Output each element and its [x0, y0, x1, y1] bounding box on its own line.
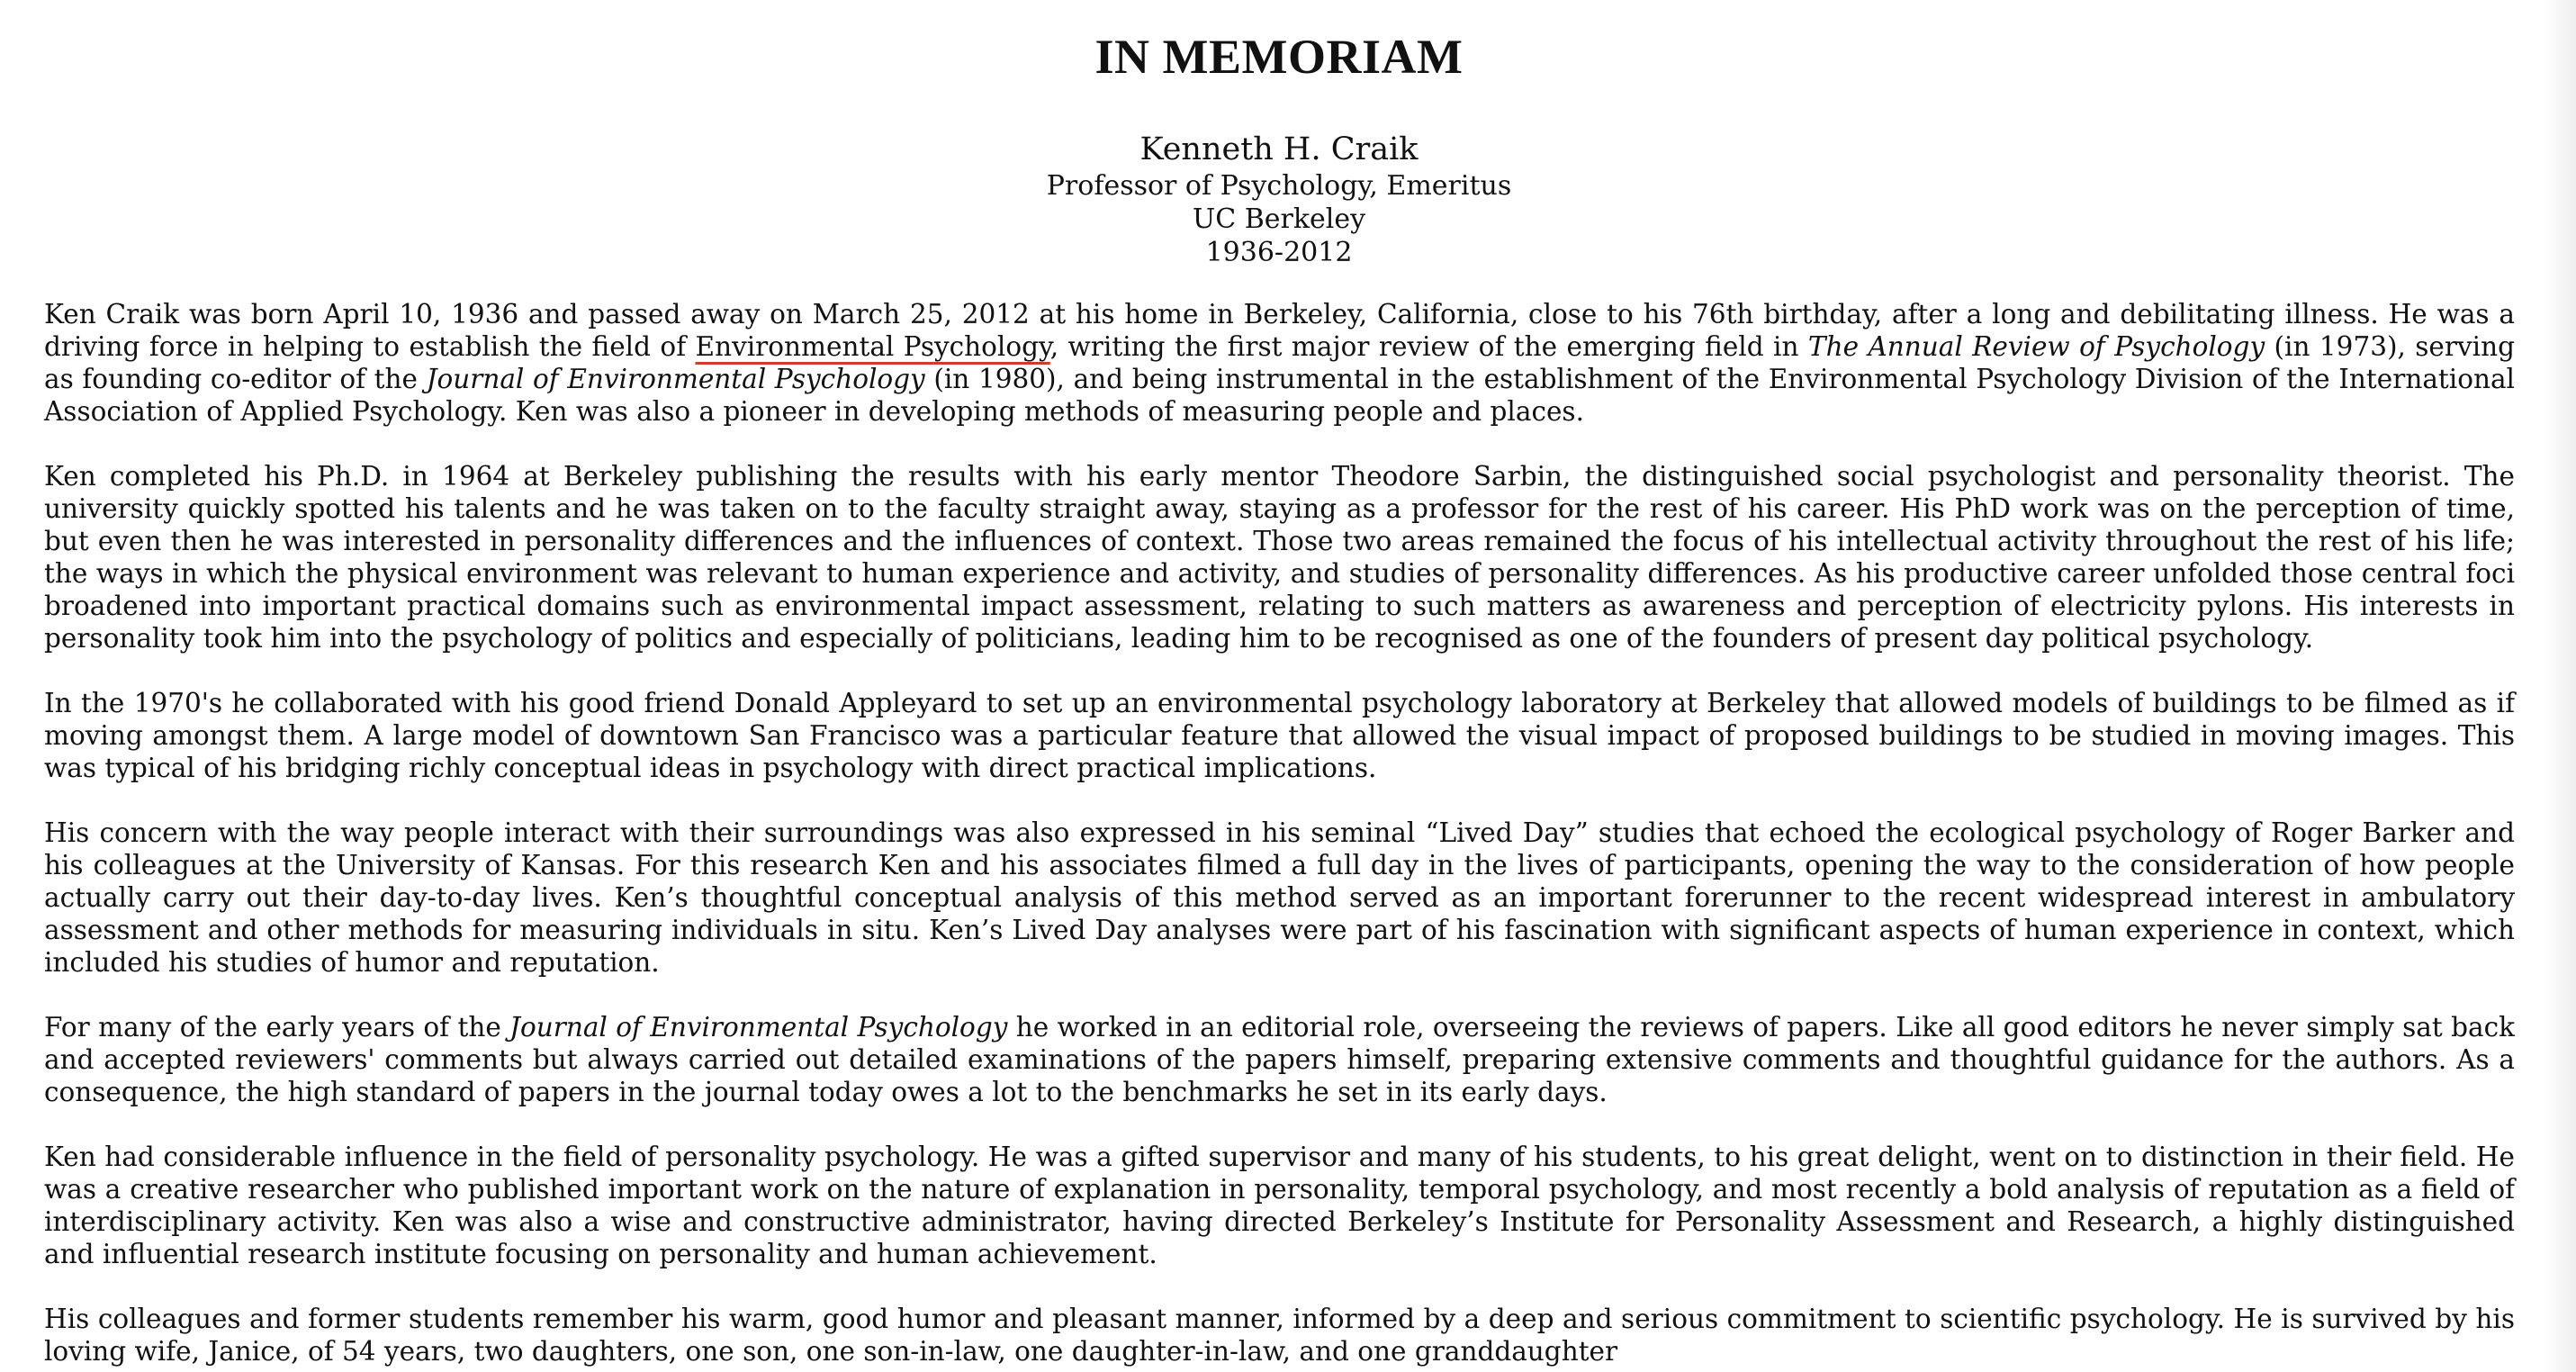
paragraph-text: Ken had considerable influence in the field of personality psychology. He was a gifted supervisor and many of his students, to his great delight, went on to distinction in their field. He was a creative researcher who published important work on the nature of explanation in personality, temporal psychology, and most recently a bold analysis of reputation as a field of interdisciplinary activity. Ken was also a wise and constructive administrator, having directed Berkeley’s Institute for Personality Assessment and Research, a highly distinguished and influential research institute focusing on personality and human achievement. — [44, 1142, 2515, 1269]
italic-title: Journal of Environmental Psychology — [509, 1012, 1008, 1043]
memoriam-body — [44, 298, 2515, 1367]
paragraph-text: , writing the first major review of the emerging field in — [1049, 331, 1808, 362]
person-position: Professor of Psychology, Emeritus — [1046, 170, 1512, 202]
paragraph-text: he worked in an editorial role, overseeing the reviews of papers. Like all good editors he never simply sat back and accepted reviewers' comments but always carried out detailed examinations of the papers himself, preparing extensive comments and thoughtful guidance for the authors. As a consequence, the high standard of papers in the journal today owes a lot to the benchmarks he set in its early days. — [44, 1012, 2515, 1107]
italic-title: Journal of Environmental Psychology — [426, 364, 925, 394]
italic-title: The Annual Review of Psychology — [1807, 331, 2265, 362]
page-edge-shadow — [2544, 0, 2576, 1372]
body-paragraph — [44, 460, 2515, 654]
byline — [0, 130, 2558, 269]
paragraph-text: Ken Craik was born April 10, 1936 and passed away on March 25, 2012 at his home in Berkeley, California, close to his 76th birthday, after a long and debilitating illness. He was a driving force in helping to establish the field of — [44, 299, 2515, 362]
person-years: 1936-2012 — [1205, 237, 1353, 268]
paragraph-text: In the 1970's he collaborated with his good friend Donald Appleyard to set up an environmental psychology laboratory at Berkeley that allowed models of buildings to be filmed as if moving amongst them. A large model of downtown San Francisco was a particular feature that allowed the visual impact of proposed buildings to be studied in moving images. This was typical of his bridging richly conceptual ideas in psychology with direct practical implications. — [44, 688, 2515, 783]
paragraph-text: (in 1980), and being instrumental in the establishment of the Environmental Psychology Division of the International Association of Applied Psychology. Ken was also a pioneer in developing methods of measuring people and places. — [44, 364, 2515, 427]
body-paragraph — [44, 817, 2515, 979]
paragraph-text: (in 1973), serving as founding co-editor of the — [44, 331, 2515, 394]
paragraph-text: Ken completed his Ph.D. in 1964 at Berkeley publishing the results with his early mentor Theodore Sarbin, the distinguished social psychologist and personality theorist. The university quickly spotted his talents and he was taken on to the faculty straight away, staying as a professor for the rest of his career. His PhD work was on the perception of time, but even then he was interested in personality differences and the influences of context. Those two areas remained the focus of his intellectual activity throughout the rest of his life; the ways in which the physical environment was relevant to human experience and activity, and studies of personality differences. As his productive career unfolded those central foci broadened into important practical domains such as environmental impact assessment, relating to such matters as awareness and perception of electricity pylons. His interests in personality took him into the psychology of politics and especially of politicians, leading him to be recognised as one of the founders of present day political psychology. — [44, 461, 2515, 654]
paragraph-text: His concern with the way people interact with their surroundings was also expressed in his seminal “Lived Day” studies that echoed the ecological psychology of Roger Barker and his colleagues at the University of Kansas. For this research Ken and his associates filmed a full day in the lives of participants, opening the way to the consideration of how people actually carry out their day-to-day lives. Ken’s thoughtful conceptual analysis of this method served as an important forerunner to the recent widespread interest in ambulatory assessment and other methods for measuring individuals in situ. Ken’s Lived Day analyses were part of his fascination with significant aspects of human experience in context, which included his studies of humor and reputation. — [44, 817, 2515, 978]
person-name: Kenneth H. Craik — [1139, 131, 1419, 167]
body-paragraph — [44, 1011, 2515, 1108]
body-paragraph — [44, 1141, 2515, 1270]
paragraph-text: His colleagues and former students remember his warm, good humor and pleasant manner, informed by a deep and serious commitment to scientific psychology. He is survived by his loving wife, Janice, of 54 years, two daughters, one son, one son-in-law, one daughter-in-law, and one granddaughter — [44, 1304, 2515, 1367]
page-title: IN MEMORIAM — [1094, 30, 1464, 84]
person-institution: UC Berkeley — [1192, 203, 1366, 235]
body-paragraph — [44, 298, 2515, 428]
environmental-psychology-link[interactable]: Environmental Psychology — [695, 331, 1050, 362]
body-paragraph — [44, 1303, 2515, 1367]
body-paragraph — [44, 687, 2515, 784]
paragraph-text: For many of the early years of the — [44, 1012, 510, 1043]
